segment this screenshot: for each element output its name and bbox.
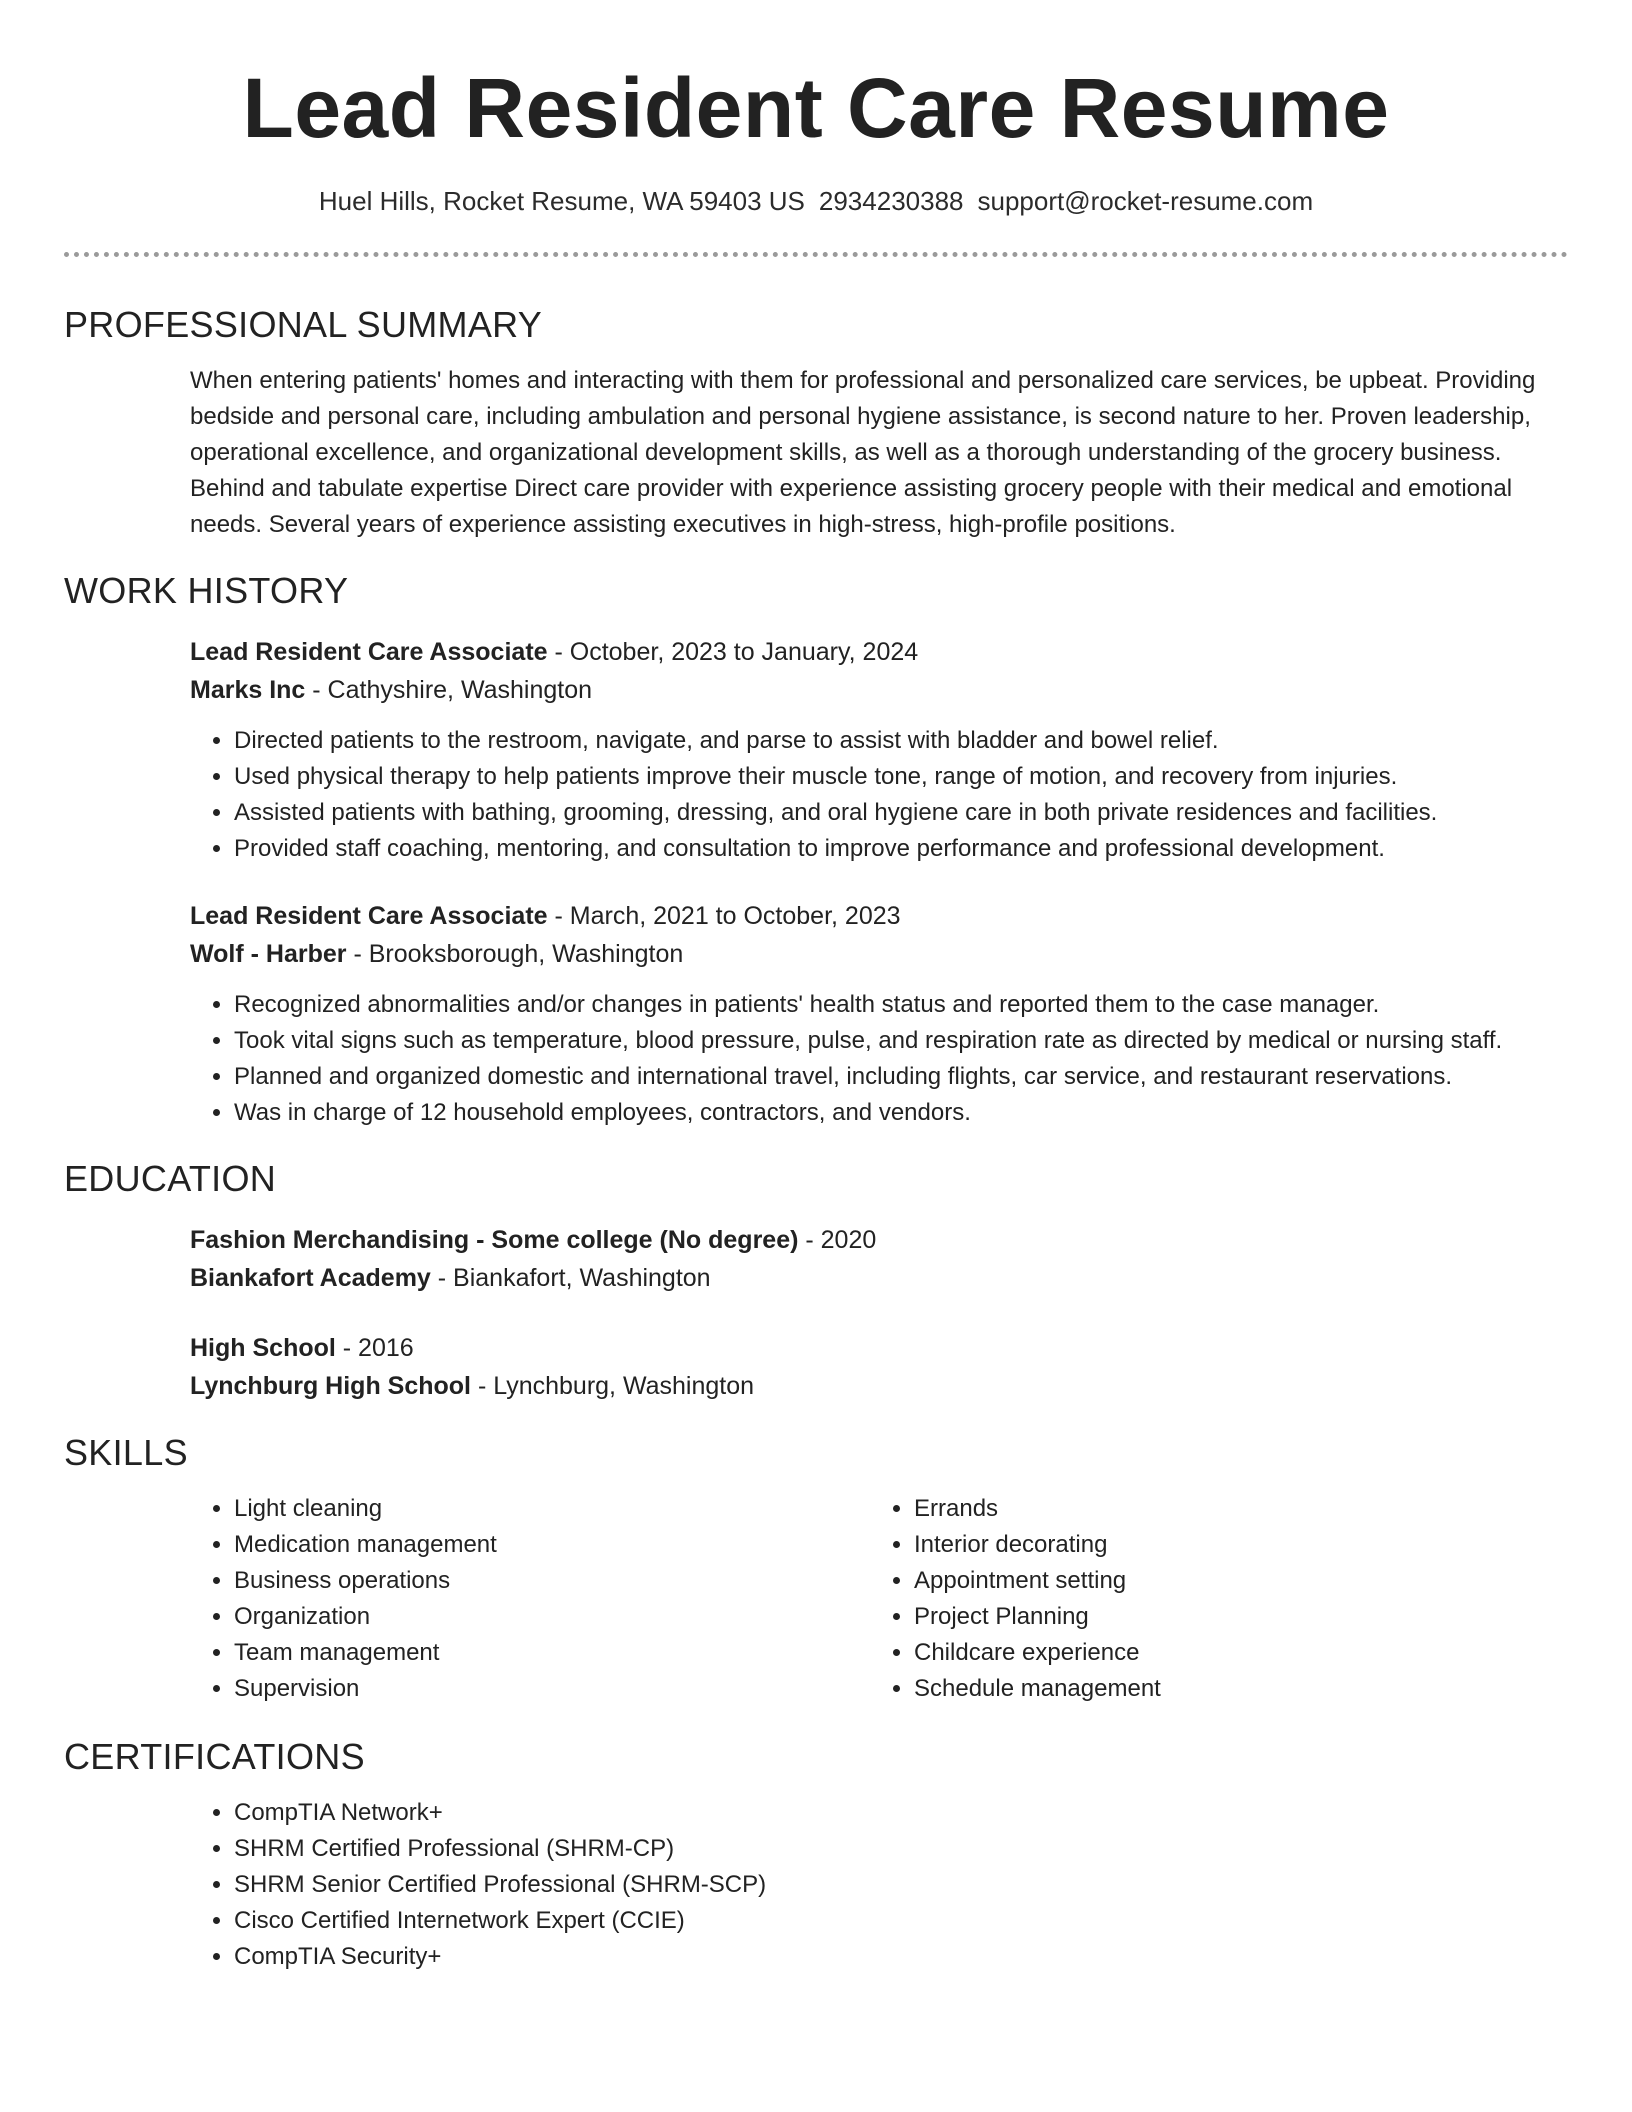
school-name: Lynchburg High School bbox=[190, 1372, 472, 1400]
job-bullets bbox=[190, 723, 1568, 867]
contact-email: support@rocket-resume.com bbox=[977, 186, 1314, 216]
school-location: - Biankafort, Washington bbox=[430, 1264, 711, 1292]
certification-item: • Cisco Certified Internetwork Expert (CCIE) bbox=[234, 1903, 1568, 1939]
job-bullet: • Provided staff coaching, mentoring, and consultation to improve performance and professional development. bbox=[234, 831, 1568, 867]
job-entry bbox=[64, 897, 1568, 1131]
skill-item: • Team management bbox=[234, 1635, 870, 1671]
certification-item: • CompTIA Network+ bbox=[234, 1795, 1568, 1831]
skill-item: • Project Planning bbox=[914, 1599, 1550, 1635]
job-bullet: • Directed patients to the restroom, navigate, and parse to assist with bladder and bowel relief. bbox=[234, 723, 1568, 759]
degree-name: High School bbox=[190, 1334, 336, 1362]
skills-grid bbox=[64, 1491, 1568, 1707]
school-location: - Lynchburg, Washington bbox=[471, 1372, 755, 1400]
certification-item: • CompTIA Security+ bbox=[234, 1939, 1568, 1975]
degree-line bbox=[190, 1221, 1568, 1259]
company-name: Wolf - Harber bbox=[190, 940, 347, 968]
summary-section bbox=[64, 303, 1568, 543]
skill-item: • Childcare experience bbox=[914, 1635, 1550, 1671]
skills-heading: SKILLS bbox=[64, 1432, 188, 1473]
education-entry bbox=[64, 1221, 1568, 1297]
skill-item: • Light cleaning bbox=[234, 1491, 870, 1527]
skills-list-right bbox=[870, 1491, 1550, 1707]
job-entry bbox=[64, 633, 1568, 867]
certifications-list-wrap bbox=[64, 1795, 1568, 1975]
education-entry bbox=[64, 1329, 1568, 1405]
skill-item: • Organization bbox=[234, 1599, 870, 1635]
contact-address: Huel Hills, Rocket Resume, WA 59403 US bbox=[318, 186, 805, 216]
skills-section bbox=[64, 1431, 1568, 1707]
resume-title: Lead Resident Care Resume bbox=[242, 61, 1390, 155]
job-bullet: • Assisted patients with bathing, grooming, dressing, and oral hygiene care in both private residences and facilities. bbox=[234, 795, 1568, 831]
summary-text: When entering patients' homes and interacting with them for professional and personalized care services, be upbeat. Providing bedside and personal care, including ambulation and personal hygiene assistance, is second nature to her. Proven leadership, operational excellence, and organizational development skills, as well as a thorough understanding of the grocery business. Behind and tabulate expertise Direct care provider with experience assisting grocery people with their medical and emotional needs. Several years of experience assisting executives in high-stress, high-profile positions. bbox=[190, 367, 1536, 538]
degree-line bbox=[190, 1329, 1568, 1367]
company-line bbox=[190, 671, 1568, 709]
company-name: Marks Inc bbox=[190, 676, 306, 704]
job-dates: - October, 2023 to January, 2024 bbox=[547, 638, 919, 666]
header-divider bbox=[64, 252, 1568, 257]
work-history-heading: WORK HISTORY bbox=[64, 570, 349, 611]
job-bullet: • Used physical therapy to help patients improve their muscle tone, range of motion, and recovery from injuries. bbox=[234, 759, 1568, 795]
skill-item: • Medication management bbox=[234, 1527, 870, 1563]
certifications-list bbox=[190, 1795, 1568, 1975]
job-bullet: • Took vital signs such as temperature, blood pressure, pulse, and respiration rate as directed by medical or nursing staff. bbox=[234, 1023, 1568, 1059]
school-name: Biankafort Academy bbox=[190, 1264, 431, 1292]
education-section bbox=[64, 1157, 1568, 1405]
degree-year: - 2020 bbox=[798, 1226, 877, 1254]
certifications-heading: CERTIFICATIONS bbox=[64, 1736, 365, 1777]
job-bullets bbox=[190, 987, 1568, 1131]
contact-line bbox=[64, 184, 1568, 218]
education-heading: EDUCATION bbox=[64, 1158, 277, 1199]
company-location: - Cathyshire, Washington bbox=[305, 676, 593, 704]
job-title-line bbox=[190, 897, 1568, 935]
skill-item: • Interior decorating bbox=[914, 1527, 1550, 1563]
certification-item: • SHRM Senior Certified Professional (SHRM-SCP) bbox=[234, 1867, 1568, 1903]
job-dates: - March, 2021 to October, 2023 bbox=[547, 902, 901, 930]
degree-name: Fashion Merchandising - Some college (No degree) bbox=[190, 1226, 799, 1254]
job-bullet: • Was in charge of 12 household employees, contractors, and vendors. bbox=[234, 1095, 1568, 1131]
job-title: Lead Resident Care Associate bbox=[190, 638, 548, 666]
company-line bbox=[190, 935, 1568, 973]
degree-year: - 2016 bbox=[335, 1334, 414, 1362]
certifications-section bbox=[64, 1735, 1568, 1975]
job-title: Lead Resident Care Associate bbox=[190, 902, 548, 930]
certification-item: • SHRM Certified Professional (SHRM-CP) bbox=[234, 1831, 1568, 1867]
skill-item: • Errands bbox=[914, 1491, 1550, 1527]
skill-item: • Supervision bbox=[234, 1671, 870, 1707]
job-bullet: • Recognized abnormalities and/or changes in patients' health status and reported them to the case manager. bbox=[234, 987, 1568, 1023]
skill-item: • Business operations bbox=[234, 1563, 870, 1599]
job-bullet: • Planned and organized domestic and international travel, including flights, car service, and restaurant reservations. bbox=[234, 1059, 1568, 1095]
school-line bbox=[190, 1367, 1568, 1405]
work-history-section bbox=[64, 569, 1568, 1131]
contact-phone: 2934230388 bbox=[818, 186, 964, 216]
job-title-line bbox=[190, 633, 1568, 671]
school-line bbox=[190, 1259, 1568, 1297]
skill-item: • Appointment setting bbox=[914, 1563, 1550, 1599]
skills-list-left bbox=[190, 1491, 870, 1707]
skill-item: • Schedule management bbox=[914, 1671, 1550, 1707]
summary-heading: PROFESSIONAL SUMMARY bbox=[64, 304, 543, 345]
company-location: - Brooksborough, Washington bbox=[346, 940, 684, 968]
